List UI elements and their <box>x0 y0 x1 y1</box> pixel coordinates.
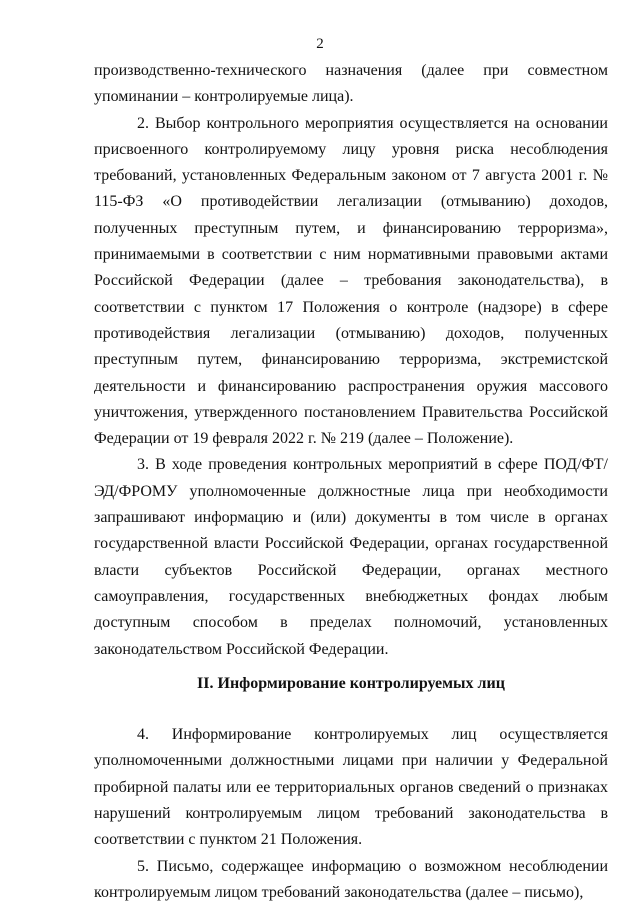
section-heading: II. Информирование контролируемых лиц <box>197 674 505 692</box>
paragraph-5: 5. Письмо, содержащее информацию о возможном несоблюдении контролируемым лицом требований законодательства (далее – письмо), <box>94 857 608 901</box>
paragraph-3: 3. В ходе проведения контрольных мероприятий в сфере ПОД/ФТ/ЭД/ФРОМУ уполномоченные должностные лица при необходимости запрашивают информацию и (или) документы в том числе в органах государственной власти Российской Федерации, органах государственной власти субъектов Российской Федерации, органах местного самоуправления, государственных внебюджетных фондах любым доступным способом в пределах полномочий, установленных законодательством Российской Федерации. <box>94 456 608 658</box>
paragraph-continuation: производственно-технического назначения (далее при совместном упоминании – контролируемые лица). <box>94 62 608 106</box>
page-number: 2 <box>316 36 324 52</box>
document-body <box>94 58 608 906</box>
paragraph-2: 2. Выбор контрольного мероприятия осуществляется на основании присвоенного контролируемому лицу уровня риска несоблюдения требований, установленных Федеральным законом от 7 августа 2001 г. № 115-ФЗ «О противодействии легализации (отмыванию) доходов, полученных преступным путем, и финансированию терроризма», принимаемыми в соответствии с ним нормативными правовыми актами Российской Федерации (далее – требования законодательства), в соответствии с пунктом 17 Положения о контроле (надзоре) в сфере противодействия легализации (отмыванию) доходов, полученных преступным путем, финансированию терроризма, экстремистской деятельности и финансированию распространения оружия массового уничтожения, утвержденного постановлением Правительства Российской Федерации от 19 февраля 2022 г. № 219 (далее – Положение). <box>94 114 608 448</box>
paragraph-4: 4. Информирование контролируемых лиц осуществляется уполномоченными должностными лицами при наличии у Федеральной пробирной палаты или ее территориальных органов сведений о признаках нарушений контролируемым лицом требований законодательства в соответствии с пунктом 21 Положения. <box>94 726 608 849</box>
